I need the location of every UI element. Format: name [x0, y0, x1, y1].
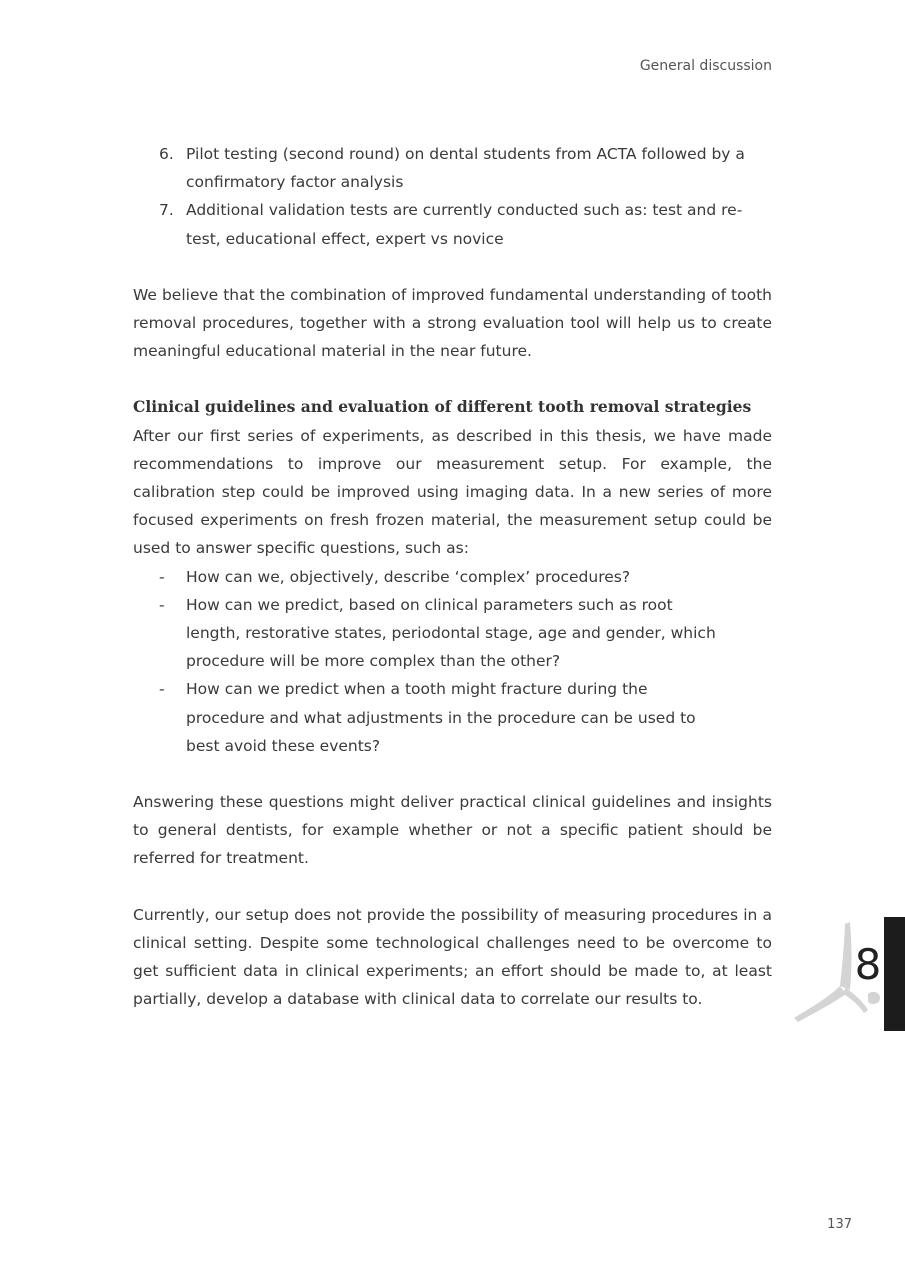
numbered-list [133, 140, 772, 253]
page-number: 137 [827, 1217, 852, 1232]
body-paragraph: Currently, our setup does not provide the possibility of measuring procedures in a clinical setting. Despite some technological challenges need to be overcome to get sufficient data in clinical experiments; an effort should be made to, at least partially, develop a database with clinical data to correlate our results to. [133, 905, 772, 1009]
body-paragraph: Answering these questions might deliver practical clinical guidelines and insights to general dentists, for example whether or not a specific patient should be referred for treatment. [133, 793, 772, 868]
list-number: 6. [159, 145, 174, 163]
list-item [133, 591, 719, 676]
list-item-text: How can we, objectively, describe ‘complex’ procedures? [186, 567, 631, 586]
list-item [133, 563, 719, 591]
list-dash: - [159, 680, 165, 699]
chapter-tab [884, 917, 905, 1031]
list-dash: - [159, 567, 165, 586]
list-number: 7. [159, 201, 174, 220]
list-item-text: Additional validation tests are currently conducted such as: test and re-test, educational effect, expert vs novice [186, 201, 743, 248]
list-item [133, 196, 772, 252]
list-item-text: How can we predict when a tooth might fracture during the procedure and what adjustments in the procedure can be used to best avoid these events? [186, 680, 696, 755]
chapter-number: 8 [854, 940, 882, 989]
body-paragraph: After our first series of experiments, as described in this thesis, we have made recommendations to improve our measurement setup. For example, the calibration step could be improved using imaging data. In a new series of more focused experiments on fresh frozen material, the measurement setup could be used to answer specific questions, such as: [133, 426, 772, 558]
body-paragraph: We believe that the combination of improved fundamental understanding of tooth removal procedures, together with a strong evaluation tool will help us to create meaningful educational material in the near future. [133, 285, 772, 361]
page-content [133, 140, 772, 1013]
list-item [133, 675, 719, 760]
list-dash: - [159, 595, 165, 614]
list-item-text: How can we predict, based on clinical parameters such as root length, restorative states, periodontal stage, age and gender, which procedure will be more complex than the other? [186, 595, 716, 671]
section-heading: Clinical guidelines and evaluation of different tooth removal strategies [133, 397, 752, 417]
list-item-text: Pilot testing (second round) on dental students from ACTA followed by a confirmatory factor analysis [186, 145, 745, 192]
list-item [133, 140, 772, 196]
running-header: General discussion [639, 58, 772, 74]
question-list [133, 563, 719, 760]
